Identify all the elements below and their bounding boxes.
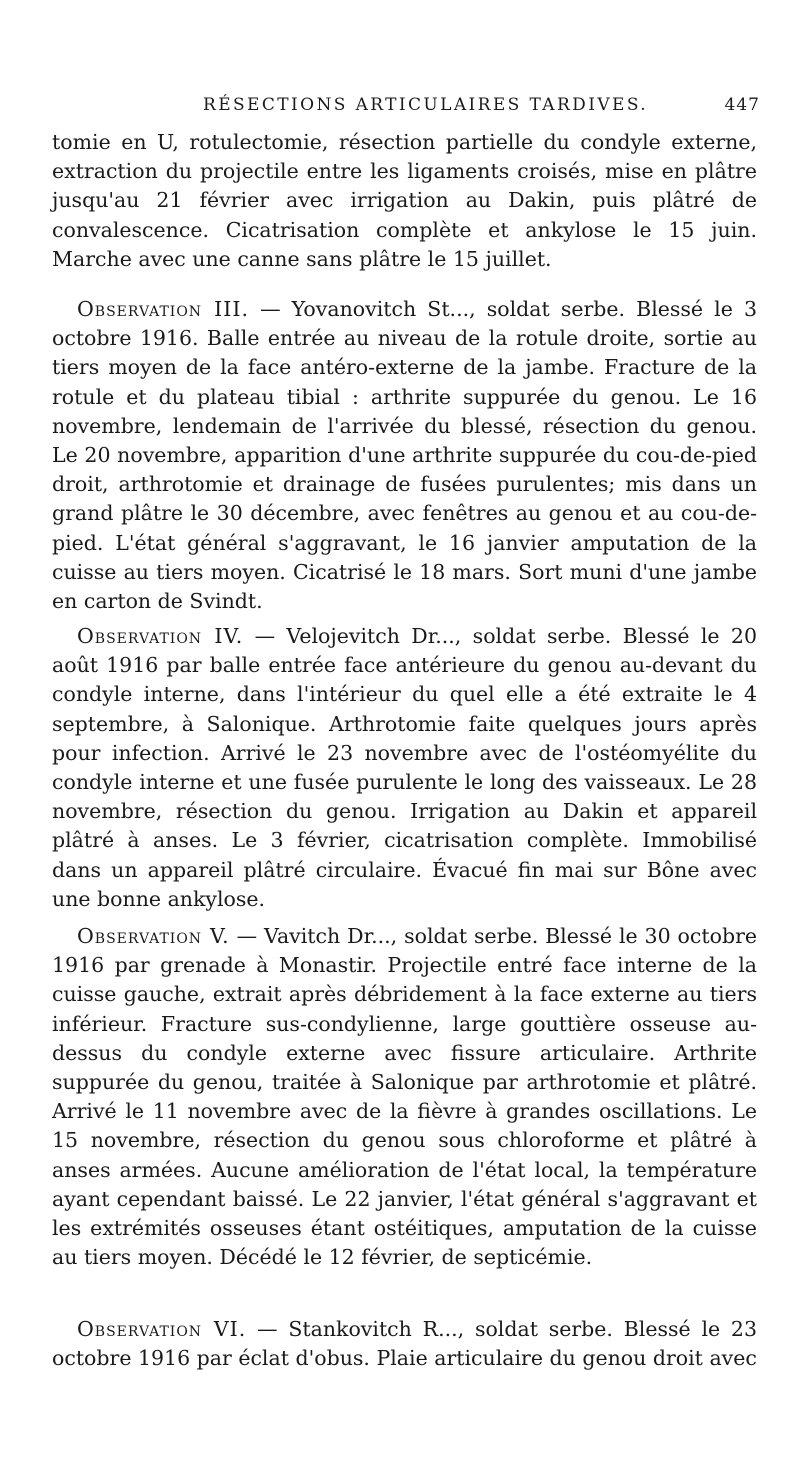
paragraph-text: — Stankovitch R..., soldat serbe. Blessé le 23 octobre 1916 par éclat d'obus. Plaie articulaire du genou droit avec: [52, 1317, 758, 1371]
running-header: [195, 90, 760, 120]
paragraph-text: tomie en U, rotulectomie, résection partielle du condyle externe, extraction du projectile entre les ligaments croisés, mise en plâtre jusqu'au 21 février avec irrigation au Dakin, puis plâtré de convalescence. Cicatrisation complète et ankylose le 15 juin. Marche avec une canne sans plâtre le 15 juillet.: [52, 130, 757, 271]
paragraph-text: — Yovanovitch St..., soldat serbe. Blessé le 3 octobre 1916. Balle entrée au niveau de la rotule droite, sortie au tiers moyen de la face antéro-externe de la jambe. Fracture de la rotule et du plateau tibial : arthrite suppurée du genou. Le 16 novembre, lendemain de l'arrivée du blessé, résection du genou. Le 20 novembre, apparition d'une arthrite suppurée du cou-de-pied droit, arthrotomie et drainage de fusées purulentes; mis dans un grand plâtre le 30 décembre, avec fenêtres au genou et au cou-de-pied. L'état général s'aggravant, le 16 janvier amputation de la cuisse au tiers moyen. Cicatrisé le 18 mars. Sort muni d'une jambe en carton de Svindt.: [52, 297, 757, 614]
paragraph-continuation: [52, 128, 757, 274]
observation-label: Observation VI.: [77, 1317, 247, 1341]
paragraph-text: — Velojevitch Dr..., soldat serbe. Blessé le 20 août 1916 par balle entrée face antérieure du genou au-devant du condyle interne, dans l'intérieur du quel elle a été extraite le 4 septembre, à Salonique. Arthrotomie faite quelques jours après pour infection. Arrivé le 23 novembre avec de l'ostéomyélite du condyle interne et une fusée purulente le long des vaisseaux. Le 28 novembre, résection du genou. Irrigation au Dakin et appareil plâtré à anses. Le 3 février, cicatrisation complète. Immobilisé dans un appareil plâtré circulaire. Évacué fin mai sur Bône avec une bonne ankylose.: [52, 624, 757, 911]
running-title: RÉSECTIONS ARTICULAIRES TARDIVES.: [203, 95, 649, 115]
observation-label: Observation IV.: [77, 624, 244, 648]
observation-label: Observation V.: [77, 924, 230, 948]
observation-v: [52, 922, 757, 1272]
observation-label: Observation III.: [77, 297, 249, 321]
observation-iv: [52, 622, 757, 914]
observation-iii: [52, 295, 757, 616]
observation-vi: [52, 1315, 757, 1373]
page-number: 447: [724, 95, 760, 115]
paragraph-text: — Vavitch Dr..., soldat serbe. Blessé le 30 octobre 1916 par grenade à Monastir. Projectile entré face interne de la cuisse gauche, extrait après débridement à la face externe au tiers inférieur. Fracture sus-condylienne, large gouttière osseuse au-dessus du condyle externe avec fissure articulaire. Arthrite suppurée du genou, traitée à Salonique par arthrotomie et plâtré. Arrivé le 11 novembre avec de la fièvre à grandes oscillations. Le 15 novembre, résection du genou sous chloroforme et plâtré à anses armées. Aucune amélioration de l'état local, la température ayant cependant baissé. Le 22 janvier, l'état général s'aggravant et les extrémités osseuses étant ostéitiques, amputation de la cuisse au tiers moyen. Décédé le 12 février, de septicémie.: [52, 924, 757, 1270]
